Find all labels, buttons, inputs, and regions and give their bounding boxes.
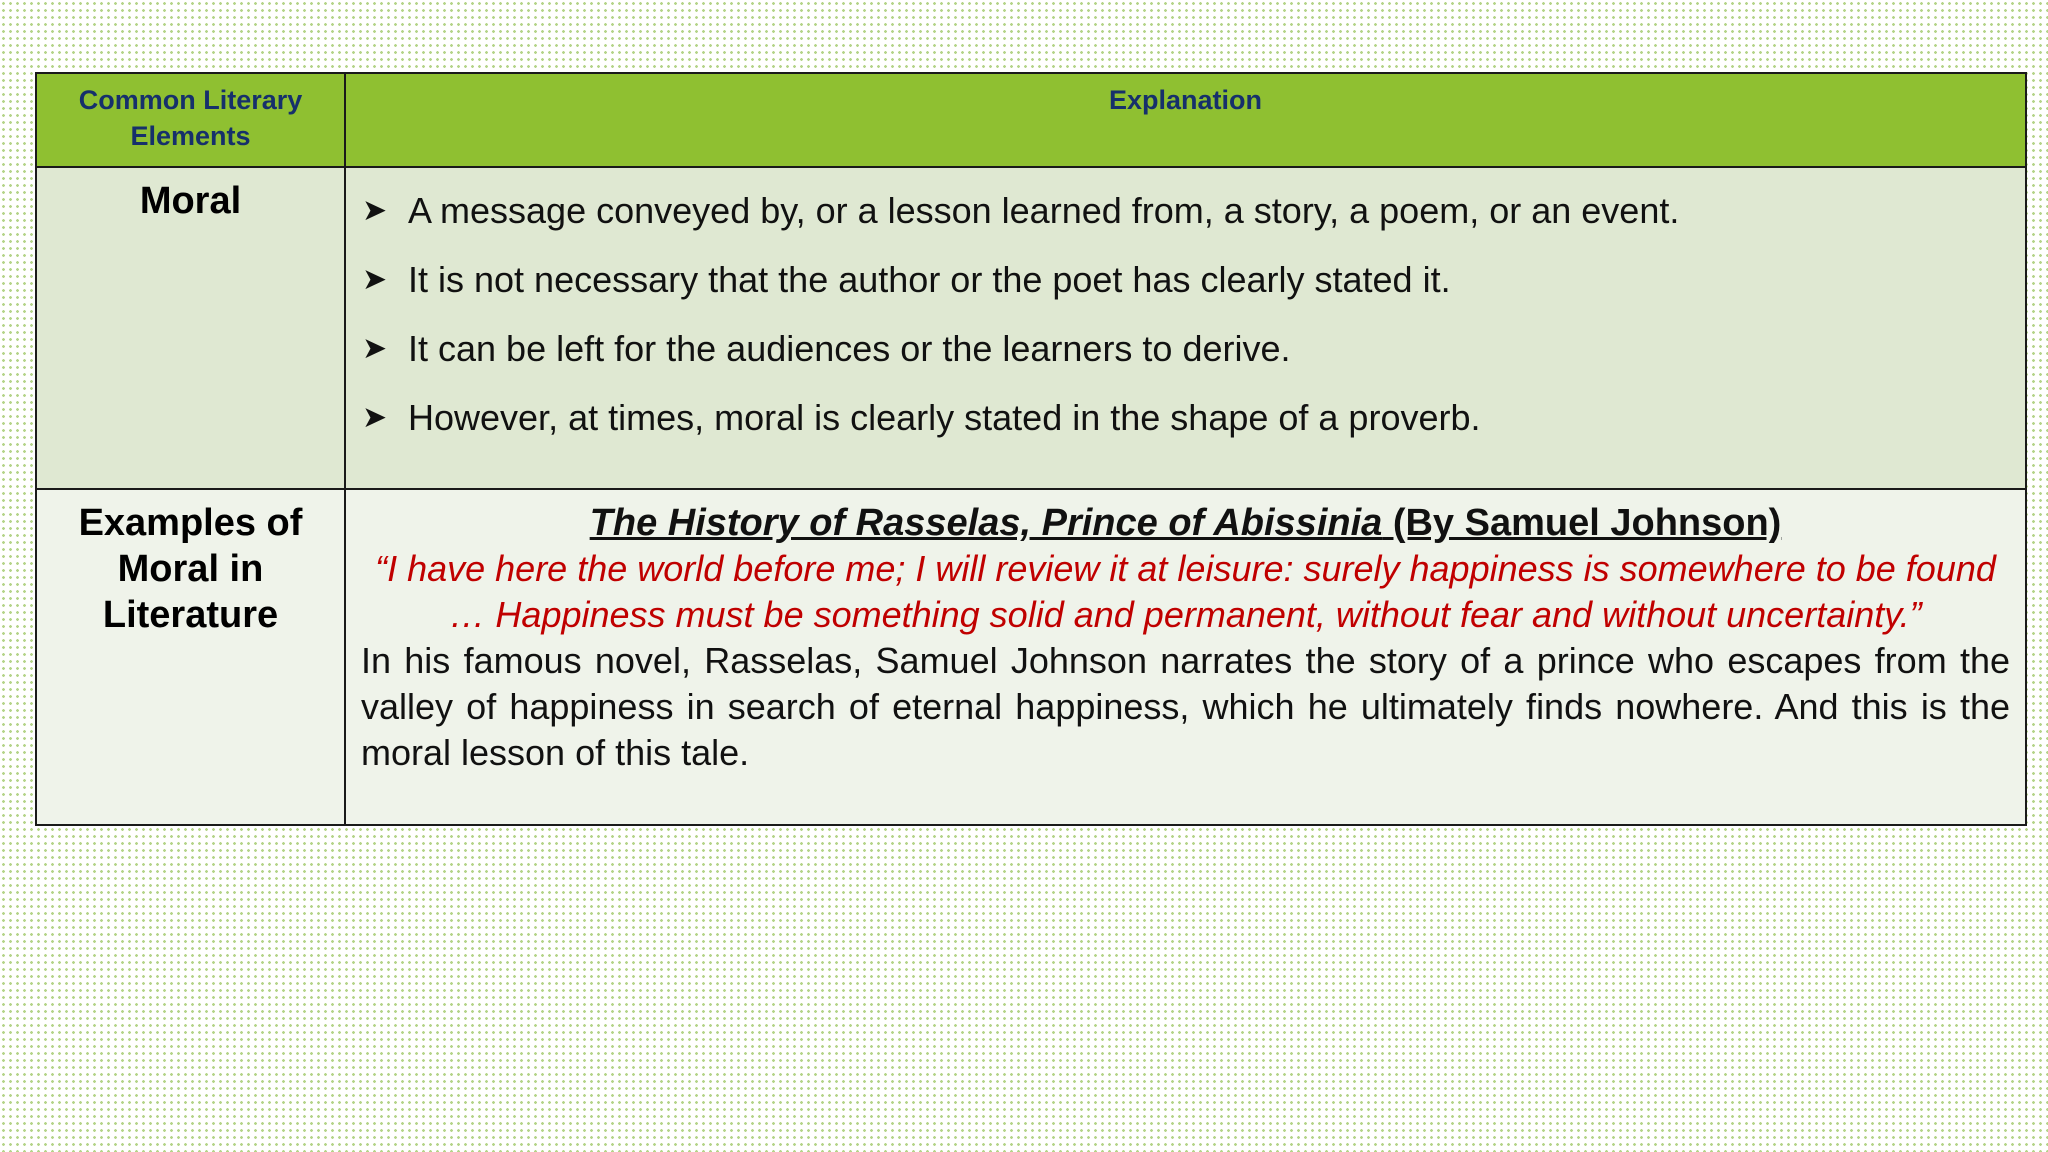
- book-author: (By Samuel Johnson): [1382, 502, 1782, 544]
- book-title: The History of Rasselas, Prince of Abissinia: [589, 502, 1383, 544]
- bullet-text: It is not necessary that the author or the poet has clearly stated it.: [408, 259, 1451, 300]
- list-item: [362, 397, 2025, 439]
- bullet-text: A message conveyed by, or a lesson learned from, a story, a poem, or an event.: [408, 190, 1680, 231]
- arrowhead-bullet-icon: ➤: [362, 401, 388, 434]
- examples-explanation-cell: [345, 489, 2026, 825]
- examples-body: [346, 490, 2025, 784]
- list-item: [362, 328, 2025, 370]
- literary-elements-table: [35, 72, 2027, 826]
- arrowhead-bullet-icon: ➤: [362, 194, 388, 227]
- moral-term: Moral: [139, 180, 242, 222]
- header-common-literary-elements: Common Literary Elements: [36, 73, 345, 167]
- examples-term: Examples of Moral in Literature: [78, 502, 303, 636]
- arrowhead-bullet-icon: ➤: [362, 332, 388, 365]
- bullet-text: It can be left for the audiences or the learners to derive.: [408, 328, 1291, 369]
- table-header-row: [36, 73, 2026, 167]
- list-item: [362, 190, 2025, 232]
- arrowhead-bullet-icon: ➤: [362, 263, 388, 296]
- moral-bullet-list: [346, 168, 2025, 439]
- table-row-moral: [36, 167, 2026, 489]
- moral-quote: “I have here the world before me; I will review it at leisure: surely happiness is somewhere to be found … Happiness must be something solid and permanent, without fear and without uncertainty.”: [375, 548, 1996, 635]
- table-row-examples: [36, 489, 2026, 825]
- moral-explanation-paragraph: In his famous novel, Rasselas, Samuel Johnson narrates the story of a prince who escapes from the valley of happiness in search of eternal happiness, which he ultimately finds nowhere. And this is the moral lesson of this tale.: [361, 640, 2010, 773]
- moral-term-cell: [36, 167, 345, 489]
- header-explanation: Explanation: [345, 73, 2026, 167]
- book-heading: [361, 500, 2010, 546]
- list-item: [362, 259, 2025, 301]
- examples-term-cell: [36, 489, 345, 825]
- moral-explanation-cell: [345, 167, 2026, 489]
- bullet-text: However, at times, moral is clearly stated in the shape of a proverb.: [408, 397, 1481, 438]
